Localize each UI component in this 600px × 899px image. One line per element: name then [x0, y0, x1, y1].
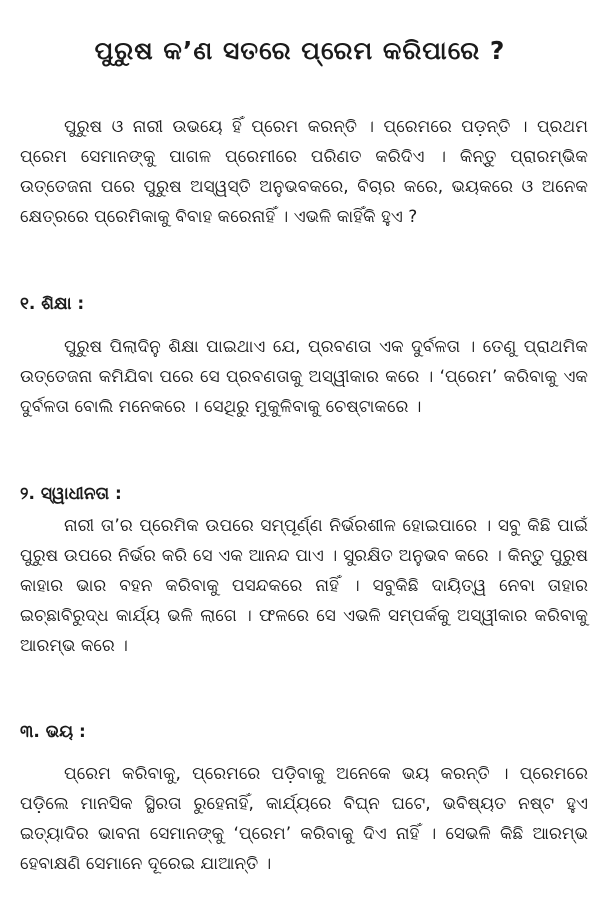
section-body-fear: ପ୍ରେମ କରିବାକୁ, ପ୍ରେମରେ ପଡ଼ିବାକୁ ଅନେକେ ଭୟ କରନ୍ତି । ପ୍ରେମରେ ପଡ଼ିଲେ ମାନସିକ ସ୍ଥିରତା ରୁହେନାହିଁ, କାର୍ଯ୍ୟରେ ବିଘ୍ନ ଘଟେ, ଭବିଷ୍ୟତ ନଷ୍ଟ ହୁଏ ଇତ୍ୟାଦିର ଭାବନା ସେମାନଙ୍କୁ ‘ପ୍ରେମ’ କରିବାକୁ ଦିଏ ନାହିଁ । ସେଭଳି କିଛି ଆରମ୍ଭ ହେବାକ୍ଷଣି ସେମାନେ ଦୂରେଇ ଯାଆନ୍ତି । — [20, 764, 588, 874]
section-heading-education: ୧. ଶିକ୍ଷା : — [20, 294, 85, 314]
intro-paragraph: ପୁରୁଷ ଓ ନାରୀ ଉଭୟେ ହିଁ ପ୍ରେମ କରନ୍ତି । ପ୍ରେମରେ ପଡ଼ନ୍ତି । ପ୍ରଥମ ପ୍ରେମ ସେମାନଙ୍କୁ ପାଗଳ ପ୍ରେମୀରେ ପରିଣତ କରିଦିଏ । କିନ୍ତୁ ପ୍ରାରମ୍ଭିକ ଉତ୍ତେଜନା ପରେ ପୁରୁଷ ଅସ୍ୱସ୍ତି ଅନୁଭବକରେ, ବିଚାର କରେ, ଭୟକରେ ଓ ଅନେକ କ୍ଷେତ୍ରରେ ପ୍ରେମିକାକୁ ବିବାହ କରେନାହିଁ । ଏଭଳି କାହିଁକି ହୁଏ ? — [20, 117, 588, 227]
page-title: ପୁରୁଷ କ’ଣ ସତରେ ପ୍ରେମ କରିପାରେ ? — [94, 36, 506, 65]
section-body-education: ପୁରୁଷ ପିଲାଦିନୁ ଶିକ୍ଷା ପାଇଥାଏ ଯେ, ପ୍ରବଣତା ଏକ ଦୁର୍ବଳତା । ତେଣୁ ପ୍ରାଥମିକ ଉତ୍ତେଜନା କମିଯିବା ପରେ ସେ ପ୍ରବଣତାକୁ ଅସ୍ୱୀକାର କରେ । ‘ପ୍ରେମ’ କରିବାକୁ ଏକ ଦୁର୍ବଳତା ବୋଲି ମନେକରେ । ସେଥିରୁ ମୁକୁଳିବାକୁ ଚେଷ୍ଟାକରେ । — [20, 337, 588, 417]
section-body-independence: ନାରୀ ତା’ର ପ୍ରେମିକ ଉପରେ ସମ୍ପୂର୍ଣ୍ଣ ନିର୍ଭରଶୀଳ ହୋଇପାରେ । ସବୁ କିଛି ପାଇଁ ପୁରୁଷ ଉପରେ ନିର୍ଭର କରି ସେ ଏକ ଆନନ୍ଦ ପାଏ । ସୁରକ୍ଷିତ ଅନୁଭବ କରେ । କିନ୍ତୁ ପୁରୁଷ କାହାର ଭାର ବହନ କରିବାକୁ ପସନ୍ଦକରେ ନାହିଁ । ସବୁକିଛି ଦାୟିତ୍ୱ ନେବା ତାହାର ଇଚ୍ଛାବିରୁଦ୍ଧ କାର୍ଯ୍ୟ ଭଳି ଲାଗେ । ଫଳରେ ସେ ଏଭଳି ସମ୍ପର୍କକୁ ଅସ୍ୱୀକାର କରିବାକୁ ଆରମ୍ଭ କରେ । — [20, 516, 588, 656]
section-heading-fear: ୩. ଭୟ : — [20, 722, 86, 742]
section-heading-independence: ୨. ସ୍ୱାଧୀନତା : — [20, 484, 122, 504]
